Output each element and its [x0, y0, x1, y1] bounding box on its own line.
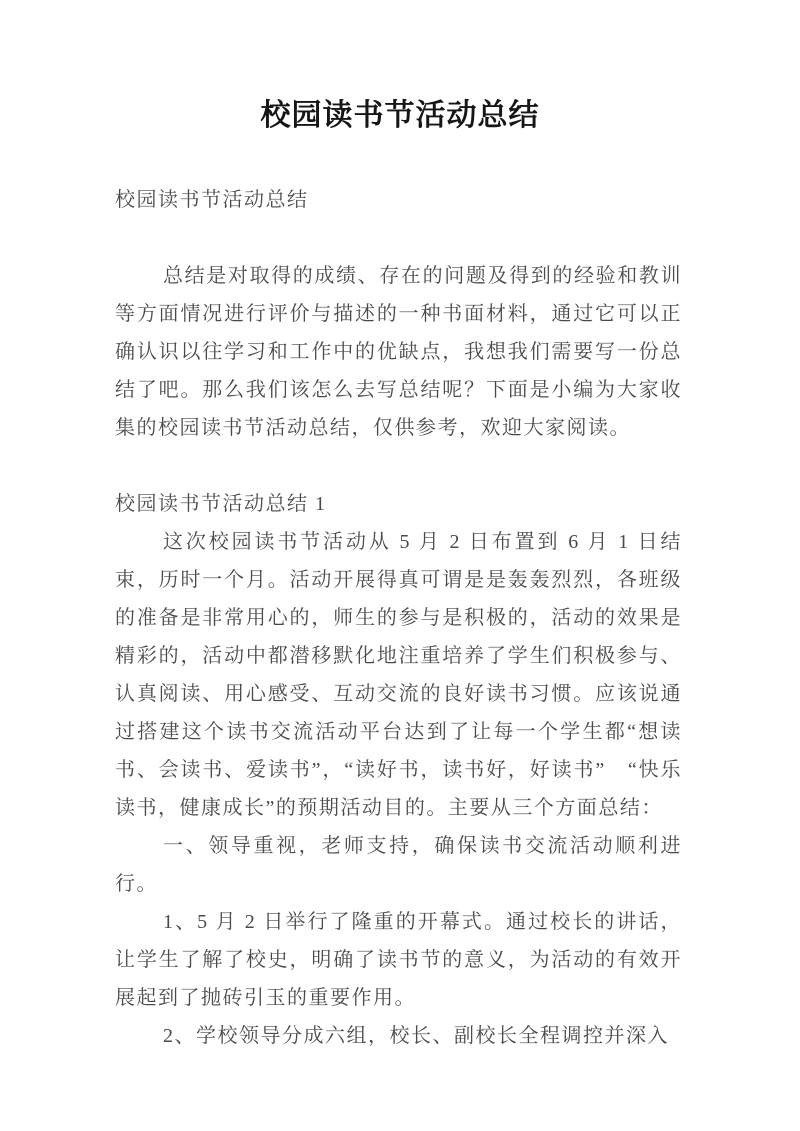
document-title: 校园读书节活动总结: [260, 99, 540, 132]
point-one-item-2: 2、学校领导分成六组，校长、副校长全程调控并深入: [163, 1025, 669, 1047]
intro-heading: 校园读书节活动总结: [115, 189, 309, 211]
intro-paragraph: 总结是对取得的成绩、存在的问题及得到的经验和教训等方面情况进行评价与描述的一种书面材料，通过它可以正确认识以往学习和工作中的优缺点，我想我们需要写一份总结了吧。那么我们该怎么去写总结呢？下面是小编为大家收集的校园读书节活动总结，仅供参考，欢迎大家阅读。: [115, 265, 682, 439]
document-body: [115, 181, 682, 1055]
section1-heading: 校园读书节活动总结 1: [115, 493, 327, 515]
section1-paragraph: 这次校园读书节活动从 5 月 2 日布置到 6 月 1 日结束，历时一个月。活动开展得真可谓是是轰轰烈烈，各班级的准备是非常用心的，师生的参与是积极的，活动的效果是精彩的，活动中都潜移默化地注重培养了学生们积极参与、认真阅读、用心感受、互动交流的良好读书习惯。应该说通过搭建这个读书交流活动平台达到了让每一个学生都“想读书、会读书、爱读书”，“读好书，读书好，好读书” “快乐读书，健康成长”的预期活动目的。主要从三个方面总结：: [115, 531, 682, 819]
point-one-heading: 一、领导重视，老师支持，确保读书交流活动顺利进行。: [115, 835, 682, 895]
point-one-item-1: 1、5 月 2 日举行了隆重的开幕式。通过校长的讲话，让学生了解了校史，明确了读书节的意义，为活动的有效开展起到了抛砖引玉的重要作用。: [115, 911, 682, 1009]
